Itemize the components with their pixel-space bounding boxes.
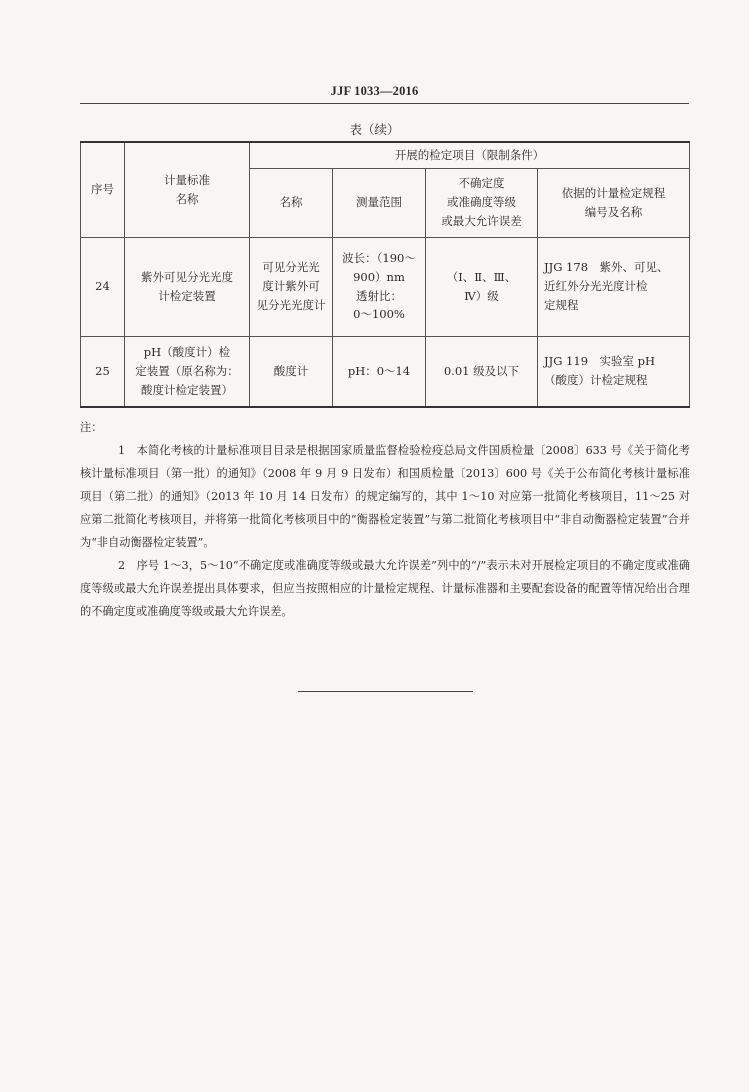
header-verification-items: 开展的检定项目（限制条件） bbox=[250, 142, 690, 168]
standard-code-header: JJF 1033—2016 bbox=[330, 84, 419, 98]
header-item-name: 名称 bbox=[250, 168, 333, 237]
notes-section bbox=[80, 416, 690, 623]
table-row bbox=[81, 336, 690, 407]
row-25-range: pH：0～14 bbox=[333, 336, 426, 407]
row-24-seq: 24 bbox=[81, 237, 125, 336]
table-row bbox=[81, 237, 690, 336]
header-standard-name: 计量标准 名称 bbox=[125, 142, 250, 237]
row-25-name: 酸度计 bbox=[250, 336, 333, 407]
row-24-uncertainty: （Ⅰ、Ⅱ、Ⅲ、 Ⅳ）级 bbox=[426, 237, 538, 336]
row-25-uncertainty: 0.01 级及以下 bbox=[426, 336, 538, 407]
note-1: 1 本简化考核的计量标准项目目录是根据国家质量监督检验检疫总局文件国质检量〔2008〕633 号《关于简化考核计量标准项目（第一批）的通知》（2008 年 9 月 9 日发布）和国质检量〔2013〕600 号《关于公布简化考核计量标准项目（第二批）的通知》（2013 年 10 月 14 日发布）的规定编写的，其中 1～10 对应第一批简化考核项目，11～25 对应第二批简化考核项目，并将第一批简化考核项目中的“衡器检定装置”与第二批简化考核项目中“非自动衡器检定装置”合并为“非自动衡器检定装置”。 bbox=[80, 444, 690, 549]
row-24-name: 可见分光光 度计紫外可 见分光光度计 bbox=[250, 237, 333, 336]
row-24-range: 波长：（190～ 900）nm 透射比： 0～100% bbox=[333, 237, 426, 336]
header-uncertainty: 不确定度 或准确度等级 或最大允许误差 bbox=[426, 168, 538, 237]
table-caption: 表（续） bbox=[349, 122, 400, 137]
header-rule bbox=[80, 103, 689, 104]
row-25-regulation: JJG 119 实验室 pH （酸度）计检定规程 bbox=[538, 336, 690, 407]
notes-label: 注： bbox=[80, 421, 103, 434]
end-rule bbox=[298, 691, 473, 692]
note-2: 2 序号 1～3，5～10“不确定度或准确度等级或最大允许误差”列中的“/”表示未对开展检定项目的不确定度或准确度等级或最大允许误差提出具体要求，但应当按照相应的计量检定规程、计量标准器和主要配套设备的配置等情况给出合理的不确定度或准确度等级或最大允许误差。 bbox=[80, 559, 690, 618]
row-24-standard: 紫外可见分光光度 计检定装置 bbox=[125, 237, 250, 336]
standards-table bbox=[80, 141, 690, 408]
header-measure-range: 测量范围 bbox=[333, 168, 426, 237]
row-25-seq: 25 bbox=[81, 336, 125, 407]
header-seq: 序号 bbox=[81, 142, 125, 237]
row-24-regulation: JJG 178 紫外、可见、 近红外分光光度计检 定规程 bbox=[538, 237, 690, 336]
row-25-standard: pH（酸度计）检 定装置（原名称为： 酸度计检定装置） bbox=[125, 336, 250, 407]
header-regulation: 依据的计量检定规程 编号及名称 bbox=[538, 168, 690, 237]
